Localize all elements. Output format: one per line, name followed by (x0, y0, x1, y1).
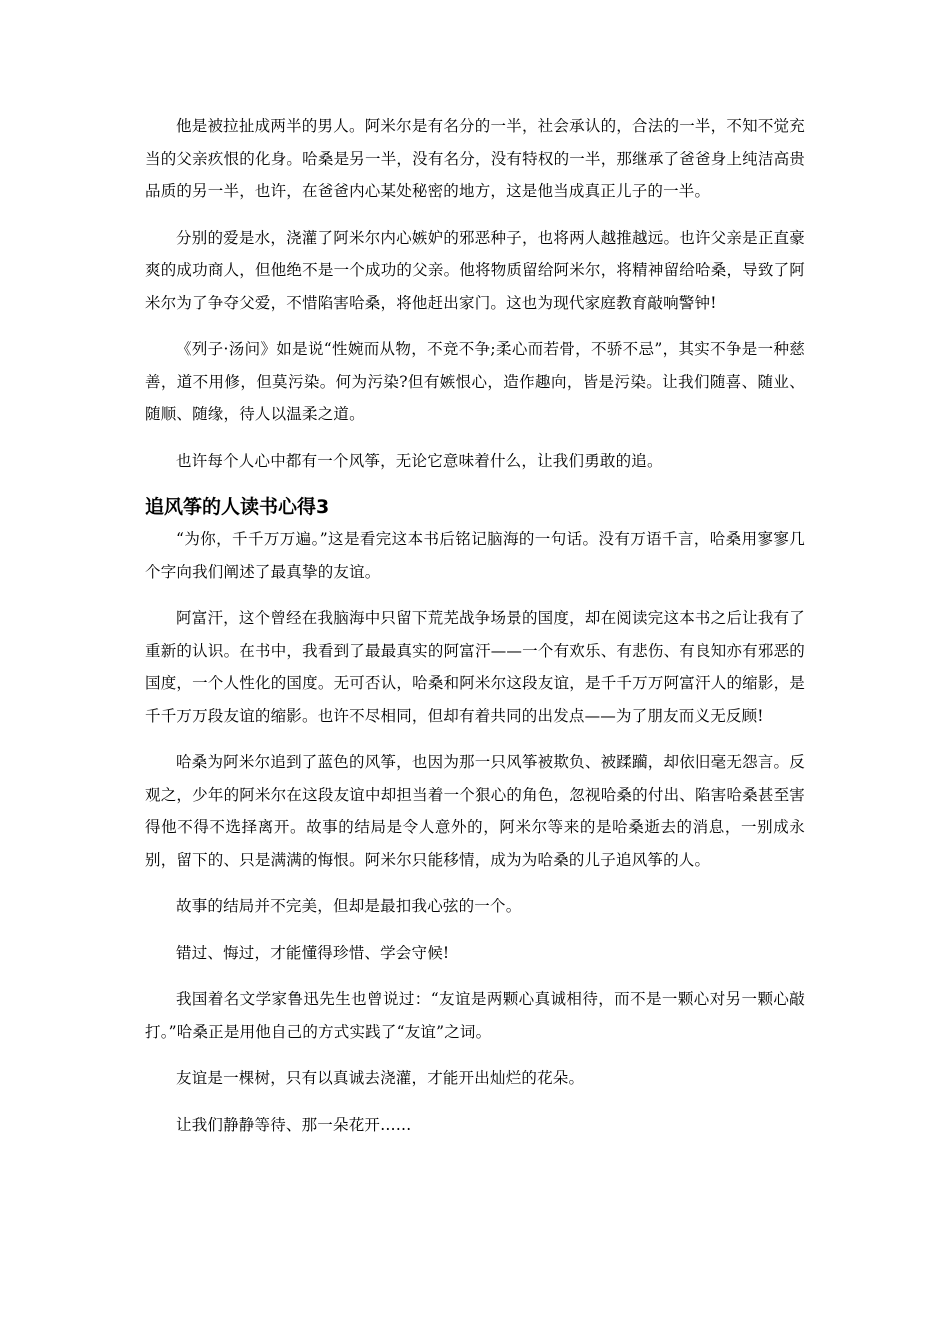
paragraph: 故事的结局并不完美，但却是最扣我心弦的一个。 (176, 897, 522, 915)
paragraph: 阿富汗，这个曾经在我脑海中只留下荒芜战争场景的国度，却在阅读完这本书之后让我有了重新的认识。在书中，我看到了最最真实的阿富汗——一个有欢乐、有悲伤、有良知亦有邪恶的国度，一个人性化的国度。无可否认，哈桑和阿米尔这段友谊，是千千万万阿富汗人的缩影，是千千万万段友谊的缩影。也许不尽相同，但却有着共同的出发点——为了朋友而义无反顾! (145, 609, 805, 725)
paragraph: 《列子·汤问》如是说“性婉而从物，不竞不争;柔心而若骨，不骄不忌”，其实不争是一种慈善，道不用修，但莫污染。何为污染?但有嫉恨心，造作趣向，皆是污染。让我们随喜、随业、随顺、随缘，待人以温柔之道。 (145, 340, 805, 423)
paragraph: 哈桑为阿米尔追到了蓝色的风筝，也因为那一只风筝被欺负、被蹂躏，却依旧毫无怨言。反观之，少年的阿米尔在这段友谊中却担当着一个狠心的角色，忽视哈桑的付出、陷害哈桑甚至害得他不得不选择离开。故事的结局是令人意外的，阿米尔等来的是哈桑逝去的消息，一别成永别，留下的、只是满满的悔恨。阿米尔只能移情，成为为哈桑的儿子追风筝的人。 (145, 753, 805, 869)
paragraph: 分别的爱是水，浇灌了阿米尔内心嫉妒的邪恶种子，也将两人越推越远。也许父亲是正直豪爽的成功商人，但他绝不是一个成功的父亲。他将物质留给阿米尔，将精神留给哈桑，导致了阿米尔为了争夺父爱，不惜陷害哈桑，将他赶出家门。这也为现代家庭教育敲响警钟! (145, 228, 805, 312)
paragraph: 我国着名文学家鲁迅先生也曾说过：“友谊是两颗心真诚相待，而不是一颗心对另一颗心敲打。”哈桑正是用他自己的方式实践了“友谊”之词。 (145, 990, 805, 1041)
paragraph: 错过、悔过，才能懂得珍惜、学会守候! (176, 943, 450, 962)
paragraph: 他是被拉扯成两半的男人。阿米尔是有名分的一半，社会承认的，合法的一半，不知不觉充当的父亲疚恨的化身。哈桑是另一半，没有名分，没有特权的一半，那继承了爸爸身上纯洁高贵品质的另一半，也许，在爸爸内心某处秘密的地方，这是他当成真正儿子的一半。 (145, 117, 805, 200)
paragraph: 让我们静静等待、那一朵花开…… (176, 1115, 412, 1134)
section-heading: 追风筝的人读书心得3 (145, 496, 330, 518)
paragraph: 也许每个人心中都有一个风筝，无论它意味着什么，让我们勇敢的追。 (176, 451, 663, 470)
article-body (145, 110, 805, 1155)
paragraph: 友谊是一棵树，只有以真诚去浇灌，才能开出灿烂的花朵。 (176, 1069, 585, 1087)
paragraph: “为你，千千万万遍。”这是看完这本书后铭记脑海的一句话。没有万语千言，哈桑用寥寥几个字向我们阐述了最真挚的友谊。 (145, 530, 805, 581)
